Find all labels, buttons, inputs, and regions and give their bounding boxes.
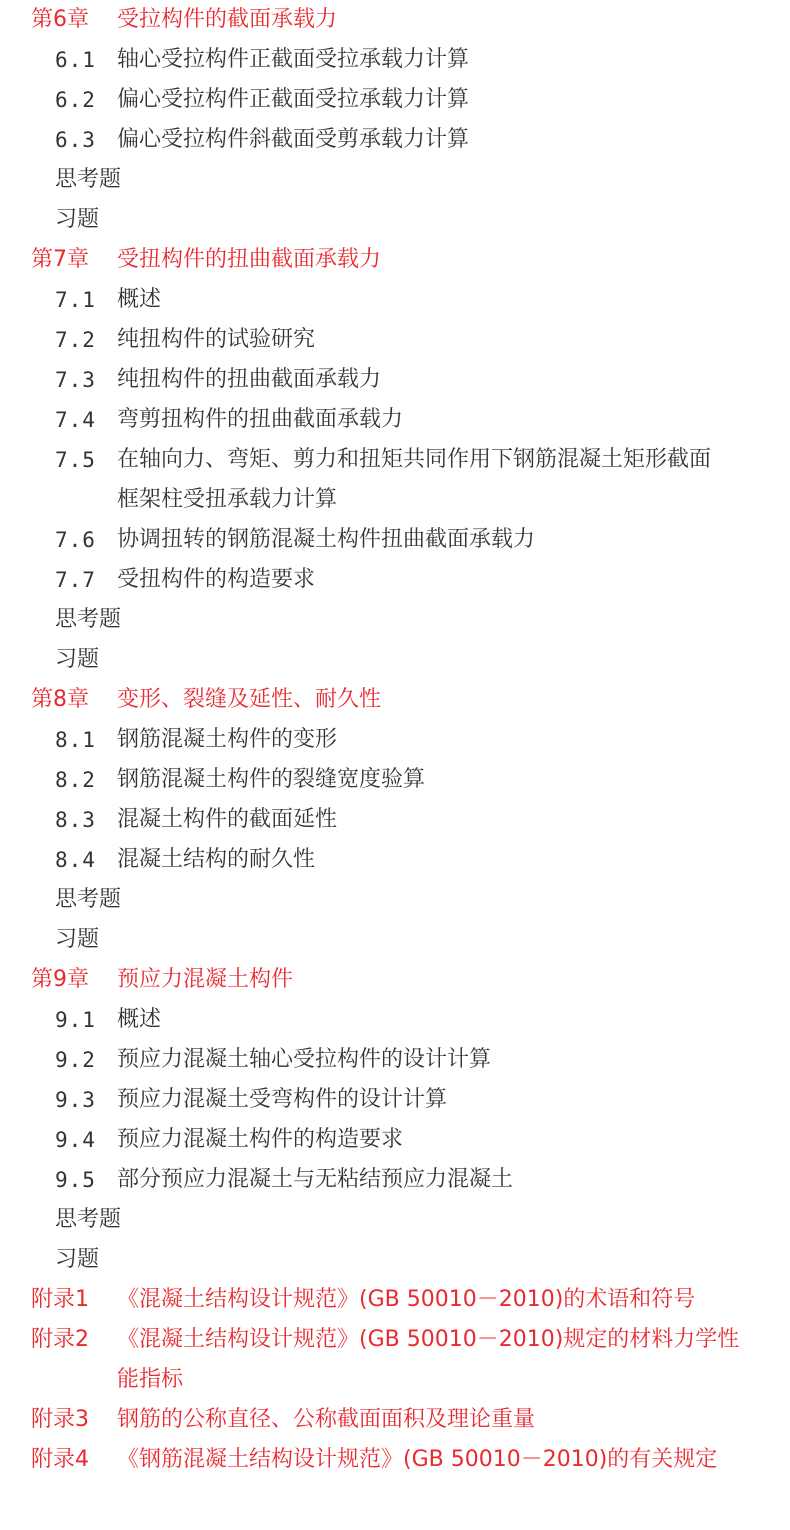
toc-plain-entry[interactable] bbox=[0, 1240, 790, 1280]
toc-entry-title: 轴心受拉构件正截面受拉承载力计算 bbox=[117, 47, 470, 72]
toc-chapter-entry[interactable] bbox=[0, 1400, 790, 1440]
toc-section-entry[interactable] bbox=[0, 800, 790, 840]
toc-chapter-entry[interactable] bbox=[0, 960, 790, 1000]
toc-entry-title: 预应力混凝土构件 bbox=[117, 967, 294, 992]
toc-entry-title: 习题 bbox=[55, 927, 100, 952]
toc-plain-entry[interactable] bbox=[0, 600, 790, 640]
toc-entry-number: 7.2 bbox=[55, 328, 96, 352]
toc-section-entry[interactable] bbox=[0, 360, 790, 400]
toc-entry-number: 9.1 bbox=[55, 1008, 96, 1032]
toc-chapter-entry[interactable] bbox=[0, 0, 790, 40]
toc-entry-number: 7.6 bbox=[55, 528, 96, 552]
toc-entry-title: 混凝土构件的截面延性 bbox=[117, 807, 338, 832]
toc-plain-entry[interactable] bbox=[0, 200, 790, 240]
toc-entry-number: 7.7 bbox=[55, 568, 96, 592]
toc-section-entry[interactable] bbox=[0, 840, 790, 880]
toc-entry-number: 第7章 bbox=[31, 247, 89, 272]
toc-section-entry[interactable] bbox=[0, 720, 790, 760]
toc-entry-number: 6.3 bbox=[55, 128, 96, 152]
toc-entry-title: 钢筋的公称直径、公称截面面积及理论重量 bbox=[117, 1407, 536, 1432]
toc-section-entry[interactable] bbox=[0, 320, 790, 360]
toc-entry-number: 第9章 bbox=[31, 967, 89, 992]
toc-entry-number: 8.3 bbox=[55, 808, 96, 832]
toc-entry-number: 8.1 bbox=[55, 728, 96, 752]
toc-section-entry[interactable] bbox=[0, 80, 790, 120]
toc-section-entry[interactable] bbox=[0, 440, 790, 520]
toc-entry-title: 钢筋混凝土构件的裂缝宽度验算 bbox=[117, 767, 426, 792]
toc-entry-title: 概述 bbox=[117, 287, 162, 312]
toc-entry-number: 附录3 bbox=[31, 1407, 89, 1432]
toc-entry-title: 偏心受拉构件正截面受拉承载力计算 bbox=[117, 87, 470, 112]
toc-entry-number: 9.5 bbox=[55, 1168, 96, 1192]
toc-section-entry[interactable] bbox=[0, 1040, 790, 1080]
toc-chapter-entry[interactable] bbox=[0, 240, 790, 280]
toc-entry-title: 预应力混凝土受弯构件的设计计算 bbox=[117, 1087, 448, 1112]
toc-entry-title: 《混凝土结构设计规范》(GB 50010－2010)的术语和符号 bbox=[117, 1287, 696, 1312]
toc-plain-entry[interactable] bbox=[0, 640, 790, 680]
toc-entry-number: 7.4 bbox=[55, 408, 96, 432]
toc-entry-title: 纯扭构件的扭曲截面承载力 bbox=[117, 367, 382, 392]
toc-entry-number: 7.5 bbox=[55, 448, 96, 472]
toc-section-entry[interactable] bbox=[0, 120, 790, 160]
toc-chapter-entry[interactable] bbox=[0, 680, 790, 720]
toc-entry-number: 第6章 bbox=[31, 7, 89, 32]
toc-entry-title: 习题 bbox=[55, 647, 100, 672]
toc-entry-title-continuation: 能指标 bbox=[117, 1367, 184, 1392]
toc-chapter-entry[interactable] bbox=[0, 1320, 790, 1400]
toc-entry-title-continuation: 框架柱受扭承载力计算 bbox=[117, 487, 338, 512]
toc-entry-title: 纯扭构件的试验研究 bbox=[117, 327, 316, 352]
toc-entry-title: 在轴向力、弯矩、剪力和扭矩共同作用下钢筋混凝土矩形截面 bbox=[117, 447, 712, 472]
toc-entry-title: 思考题 bbox=[55, 607, 122, 632]
toc-entry-number: 第8章 bbox=[31, 687, 89, 712]
toc-entry-title: 部分预应力混凝土与无粘结预应力混凝土 bbox=[117, 1167, 514, 1192]
toc-entry-title: 预应力混凝土轴心受拉构件的设计计算 bbox=[117, 1047, 492, 1072]
toc-entry-number: 7.3 bbox=[55, 368, 96, 392]
toc-section-entry[interactable] bbox=[0, 760, 790, 800]
toc-section-entry[interactable] bbox=[0, 280, 790, 320]
toc-entry-title: 《钢筋混凝土结构设计规范》(GB 50010－2010)的有关规定 bbox=[117, 1447, 718, 1472]
toc-entry-number: 6.2 bbox=[55, 88, 96, 112]
toc-entry-title: 受扭构件的扭曲截面承载力 bbox=[117, 247, 382, 272]
toc-plain-entry[interactable] bbox=[0, 920, 790, 960]
toc-entry-number: 6.1 bbox=[55, 48, 96, 72]
toc-entry-title: 协调扭转的钢筋混凝土构件扭曲截面承载力 bbox=[117, 527, 536, 552]
toc-entry-number: 9.2 bbox=[55, 1048, 96, 1072]
toc-plain-entry[interactable] bbox=[0, 1200, 790, 1240]
toc-entry-title: 偏心受拉构件斜截面受剪承载力计算 bbox=[117, 127, 470, 152]
toc-chapter-entry[interactable] bbox=[0, 1440, 790, 1480]
toc-entry-title: 习题 bbox=[55, 207, 100, 232]
toc-entry-title: 钢筋混凝土构件的变形 bbox=[117, 727, 338, 752]
toc-entry-title: 思考题 bbox=[55, 167, 122, 192]
toc-plain-entry[interactable] bbox=[0, 880, 790, 920]
toc-plain-entry[interactable] bbox=[0, 160, 790, 200]
toc-section-entry[interactable] bbox=[0, 1160, 790, 1200]
toc-entry-number: 9.3 bbox=[55, 1088, 96, 1112]
toc-entry-title: 预应力混凝土构件的构造要求 bbox=[117, 1127, 404, 1152]
toc-entry-number: 附录1 bbox=[31, 1287, 89, 1312]
toc-entry-number: 9.4 bbox=[55, 1128, 96, 1152]
toc-section-entry[interactable] bbox=[0, 1000, 790, 1040]
toc-section-entry[interactable] bbox=[0, 40, 790, 80]
toc-entry-number: 附录2 bbox=[31, 1327, 89, 1352]
toc-entry-title: 混凝土结构的耐久性 bbox=[117, 847, 316, 872]
toc-entry-number: 8.2 bbox=[55, 768, 96, 792]
toc-section-entry[interactable] bbox=[0, 400, 790, 440]
toc-entry-title: 变形、裂缝及延性、耐久性 bbox=[117, 687, 382, 712]
toc-entry-title: 受拉构件的截面承载力 bbox=[117, 7, 338, 32]
toc-entry-number: 8.4 bbox=[55, 848, 96, 872]
toc-entry-title: 习题 bbox=[55, 1247, 100, 1272]
toc-entry-number: 附录4 bbox=[31, 1447, 89, 1472]
toc-section-entry[interactable] bbox=[0, 1120, 790, 1160]
toc-chapter-entry[interactable] bbox=[0, 1280, 790, 1320]
toc-section-entry[interactable] bbox=[0, 1080, 790, 1120]
toc-section-entry[interactable] bbox=[0, 560, 790, 600]
toc-entry-title: 思考题 bbox=[55, 1207, 122, 1232]
toc-entry-title: 弯剪扭构件的扭曲截面承载力 bbox=[117, 407, 404, 432]
toc-entry-title: 概述 bbox=[117, 1007, 162, 1032]
toc-section-entry[interactable] bbox=[0, 520, 790, 560]
toc-entry-title: 思考题 bbox=[55, 887, 122, 912]
toc-entry-title: 《混凝土结构设计规范》(GB 50010－2010)规定的材料力学性 bbox=[117, 1327, 740, 1352]
toc-entry-number: 7.1 bbox=[55, 288, 96, 312]
toc-entry-title: 受扭构件的构造要求 bbox=[117, 567, 316, 592]
